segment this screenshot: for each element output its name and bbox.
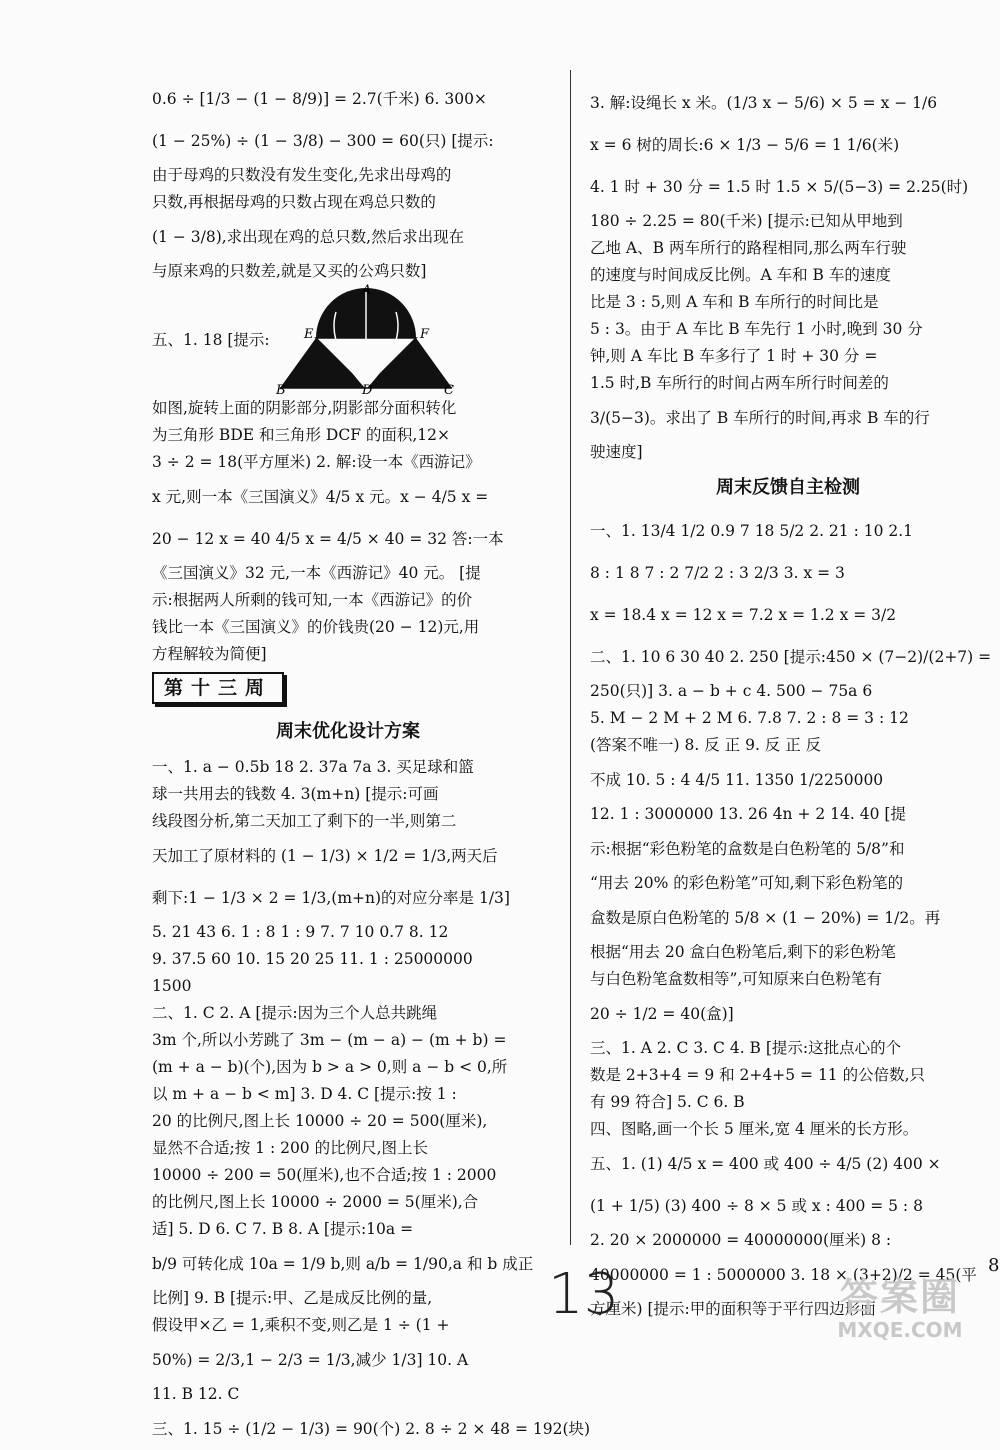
text-line: (答案不唯一) 8. 反 正 9. 反 正 反 <box>590 736 822 754</box>
text-line: x = 6 树的周长:6 × 1/3 − 5/6 = 1 1/6(米) <box>590 136 900 154</box>
text-line: 的比例尺,图上长 10000 ÷ 2000 = 5(厘米),合 <box>152 1193 479 1211</box>
text-line: 一、1. 13/4 1/2 0.9 7 18 5/2 2. 21 : 10 2.1 <box>590 522 914 540</box>
column-divider <box>570 70 571 1245</box>
section-title: 周末优化设计方案 <box>276 721 420 742</box>
text-line: 与白色粉笔盒数相等”,可知原来白色粉笔有 <box>590 970 882 988</box>
text-line: 三、1. 15 ÷ (1/2 − 1/3) = 90(个) 2. 8 ÷ 2 × 48 = 192(块) <box>152 1420 591 1438</box>
text-line: 只数,再根据母鸡的只数占现在鸡总只数的 <box>152 193 436 211</box>
text-line: b/9 可转化成 10a = 1/9 b,则 a/b = 1/90,a 和 b 成正 <box>152 1255 534 1273</box>
week-title: 第十三周 <box>152 672 284 704</box>
text-line: 3/(5−3)。求出了 B 车所行的时间,再求 B 车的行 <box>590 409 930 427</box>
figure-row <box>152 283 544 398</box>
text-line: 1.5 时,B 车所行的时间占两车所行时间差的 <box>590 374 889 392</box>
label-b: B <box>275 383 286 398</box>
text-line: 50%) = 2/3,1 − 2/3 = 1/3,减少 1/3] 10. A <box>152 1351 469 1369</box>
text-line: 20 的比例尺,图上长 10000 ÷ 20 = 500(厘米), <box>152 1112 488 1130</box>
text-line: (1 − 3/8),求出现在鸡的总只数,然后求出现在 <box>152 228 465 246</box>
text-line: 180 ÷ 2.25 = 80(千米) [提示:已知从甲地到 <box>590 212 903 230</box>
text-line: “用去 20% 的彩色粉笔”可知,剩下彩色粉笔的 <box>590 874 904 892</box>
label-d: D <box>361 383 373 398</box>
text-line: 比例] 9. B [提示:甲、乙是成反比例的量, <box>152 1289 433 1307</box>
text-line: 示:根据两人所剩的钱可知,一本《西游记》的价 <box>152 591 473 609</box>
text-line: 8 : 1 8 7 : 2 7/2 2 : 3 2/3 3. x = 3 <box>590 564 845 582</box>
text-line: (m + a − b)(个),因为 b > a > 0,则 a − b < 0,所 <box>152 1058 508 1076</box>
text-line: 五、1. (1) 4/5 x = 400 或 400 ÷ 4/5 (2) 400 × <box>590 1155 941 1173</box>
text-line: 线段图分析,第二天加工了剩下的一半,则第二 <box>152 812 457 830</box>
text-line: 显然不合适;按 1 : 200 的比例尺,图上长 <box>152 1139 429 1157</box>
label-o: O <box>357 339 369 354</box>
text-line: 一、1. a − 0.5b 18 2. 37a 7a 3. 买足球和篮 <box>152 758 474 776</box>
text-line: x 元,则一本《三国演义》4/5 x 元。x − 4/5 x = <box>152 488 489 506</box>
text-line: 二、1. C 2. A [提示:因为三个人总共跳绳 <box>152 1004 438 1022</box>
right-bottom-block <box>590 510 992 1323</box>
label-f: F <box>419 327 429 342</box>
text-line: (1 + 1/5) (3) 400 ÷ 8 × 5 或 x : 400 = 5 : 8 <box>590 1197 923 1215</box>
watermark-logo: 答案圈 MXQE.COM <box>837 1275 963 1342</box>
edge-page-mark: 8 <box>988 1255 1000 1276</box>
text-line: 三、1. A 2. C 3. C 4. B [提示:这批点心的个 <box>590 1039 902 1057</box>
left-column <box>152 78 591 1450</box>
text-line: 假设甲×乙 = 1,乘积不变,则乙是 1 ÷ (1 + <box>152 1316 450 1334</box>
text-line: 适] 5. D 6. C 7. B 8. A [提示:10a = <box>152 1220 414 1238</box>
text-line: 不成 10. 5 : 4 4/5 11. 1350 1/2250000 <box>590 771 884 789</box>
text-line: 《三国演义》32 元,一本《西游记》40 元。 [提 <box>152 564 481 582</box>
text-line: 球一共用去的钱数 4. 3(m+n) [提示:可画 <box>152 785 439 803</box>
text-line: 比是 3 : 5,则 A 车和 B 车所行的时间比是 <box>590 293 879 311</box>
text-line: 剩下:1 − 1/3 × 2 = 1/3,(m+n)的对应分率是 1/3] <box>152 889 510 907</box>
text-line: 40000000 = 1 : 5000000 3. 18 × (3+2)/2 = 45(平 <box>590 1266 977 1284</box>
text-line: 盒数是原白色粉笔的 5/8 × (1 − 20%) = 1/2。再 <box>590 909 941 927</box>
text-line: 3 ÷ 2 = 18(平方厘米) 2. 解:设一本《西游记》 <box>152 453 481 471</box>
text-line: 5. M − 2 M + 2 M 6. 7.8 7. 2 : 8 = 3 : 12 <box>590 709 909 727</box>
text-line: 4. 1 时 + 30 分 = 1.5 时 1.5 × 5/(5−3) = 2.25(时) <box>590 178 969 196</box>
text-line: 5 : 3。由于 A 车比 B 车先行 1 小时,晚到 30 分 <box>590 320 923 338</box>
text-line: 与原来鸡的只数差,就是又买的公鸡只数] <box>152 262 427 280</box>
text-line: 20 − 12 x = 40 4/5 x = 4/5 × 40 = 32 答:一本 <box>152 530 504 548</box>
section-title: 周末反馈自主检测 <box>716 477 860 498</box>
text-line: 钱比一本《三国演义》的价钱贵(20 − 12)元,用 <box>152 618 480 636</box>
text-line: 11. B 12. C <box>152 1385 240 1403</box>
label-e: E <box>303 327 314 342</box>
text-line: 由于母鸡的只数没有发生变化,先求出母鸡的 <box>152 166 452 184</box>
text-line: 以 m + a − b < m] 3. D 4. C [提示:按 1 : <box>152 1085 457 1103</box>
left-top-block <box>152 78 544 285</box>
text-line: 5. 21 43 6. 1 : 8 1 : 9 7. 7 10 0.7 8. 12 <box>152 923 449 941</box>
text-line: x = 18.4 x = 12 x = 7.2 x = 1.2 x = 3/2 <box>590 606 897 624</box>
text-line: 驶速度] <box>590 443 643 461</box>
text-line: 乙地 A、B 两车所行的路程相同,那么两车行驶 <box>590 239 907 257</box>
text-line: 的速度与时间成反比例。A 车和 B 车的速度 <box>590 266 891 284</box>
label-c: C <box>443 383 454 398</box>
right-top-block <box>590 82 986 466</box>
text-line: 示:根据“彩色粉笔的盒数是白色粉笔的 5/8”和 <box>590 840 905 858</box>
left-mid-block <box>152 395 544 668</box>
text-line: 钟,则 A 车比 B 车多行了 1 时 + 30 分 = <box>590 347 878 365</box>
text-line: 如图,旋转上面的阴影部分,阴影部分面积转化 <box>152 399 457 417</box>
text-line: 方程解较为简便] <box>152 645 267 663</box>
left-bottom-block <box>152 754 591 1450</box>
text-line: 天加工了原材料的 (1 − 1/3) × 1/2 = 1/3,两天后 <box>152 847 498 865</box>
text-line: 9. 37.5 60 10. 15 20 25 11. 1 : 25000000 <box>152 950 473 968</box>
text-line: 数是 2+3+4 = 9 和 2+4+5 = 11 的公倍数,只 <box>590 1066 926 1084</box>
label-a: A <box>361 283 372 298</box>
handwritten-page-number: 13 <box>548 1262 620 1327</box>
text-line: 为三角形 BDE 和三角形 DCF 的面积,12× <box>152 426 451 444</box>
text-line: 四、图略,画一个长 5 厘米,宽 4 厘米的长方形。 <box>590 1120 919 1138</box>
right-column <box>590 82 992 1323</box>
text-line: 10000 ÷ 200 = 50(厘米),也不合适;按 1 : 2000 <box>152 1166 497 1184</box>
text-line: 3m 个,所以小芳跳了 3m − (m − a) − (m + b) = <box>152 1031 507 1049</box>
geometry-figure <box>275 283 456 398</box>
text-line: 2. 20 × 2000000 = 40000000(厘米) 8 : <box>590 1231 892 1249</box>
text-line: 方厘米) [提示:甲的面积等于平行四边形面 <box>590 1300 876 1318</box>
text-line: 250(只)] 3. a − b + c 4. 500 − 75a 6 <box>590 682 873 700</box>
text-line: 1500 <box>152 977 192 995</box>
figure-prefix: 五、1. 18 [提示: <box>152 330 270 349</box>
text-line: 有 99 符合] 5. C 6. B <box>590 1093 745 1111</box>
text-line: (1 − 25%) ÷ (1 − 3/8) − 300 = 60(只) [提示: <box>152 132 494 150</box>
text-line: 0.6 ÷ [1/3 − (1 − 8/9)] = 2.7(千米) 6. 300× <box>152 90 487 108</box>
text-line: 20 ÷ 1/2 = 40(盒)] <box>590 1005 734 1023</box>
text-line: 12. 1 : 3000000 13. 26 4n + 2 14. 40 [提 <box>590 805 906 823</box>
text-line: 二、1. 10 6 30 40 2. 250 [提示:450 × (7−2)/(2+7) = <box>590 648 992 666</box>
text-line: 根据“用去 20 盒白色粉笔后,剩下的彩色粉笔 <box>590 943 896 961</box>
text-line: 3. 解:设绳长 x 米。(1/3 x − 5/6) × 5 = x − 1/6 <box>590 94 938 112</box>
